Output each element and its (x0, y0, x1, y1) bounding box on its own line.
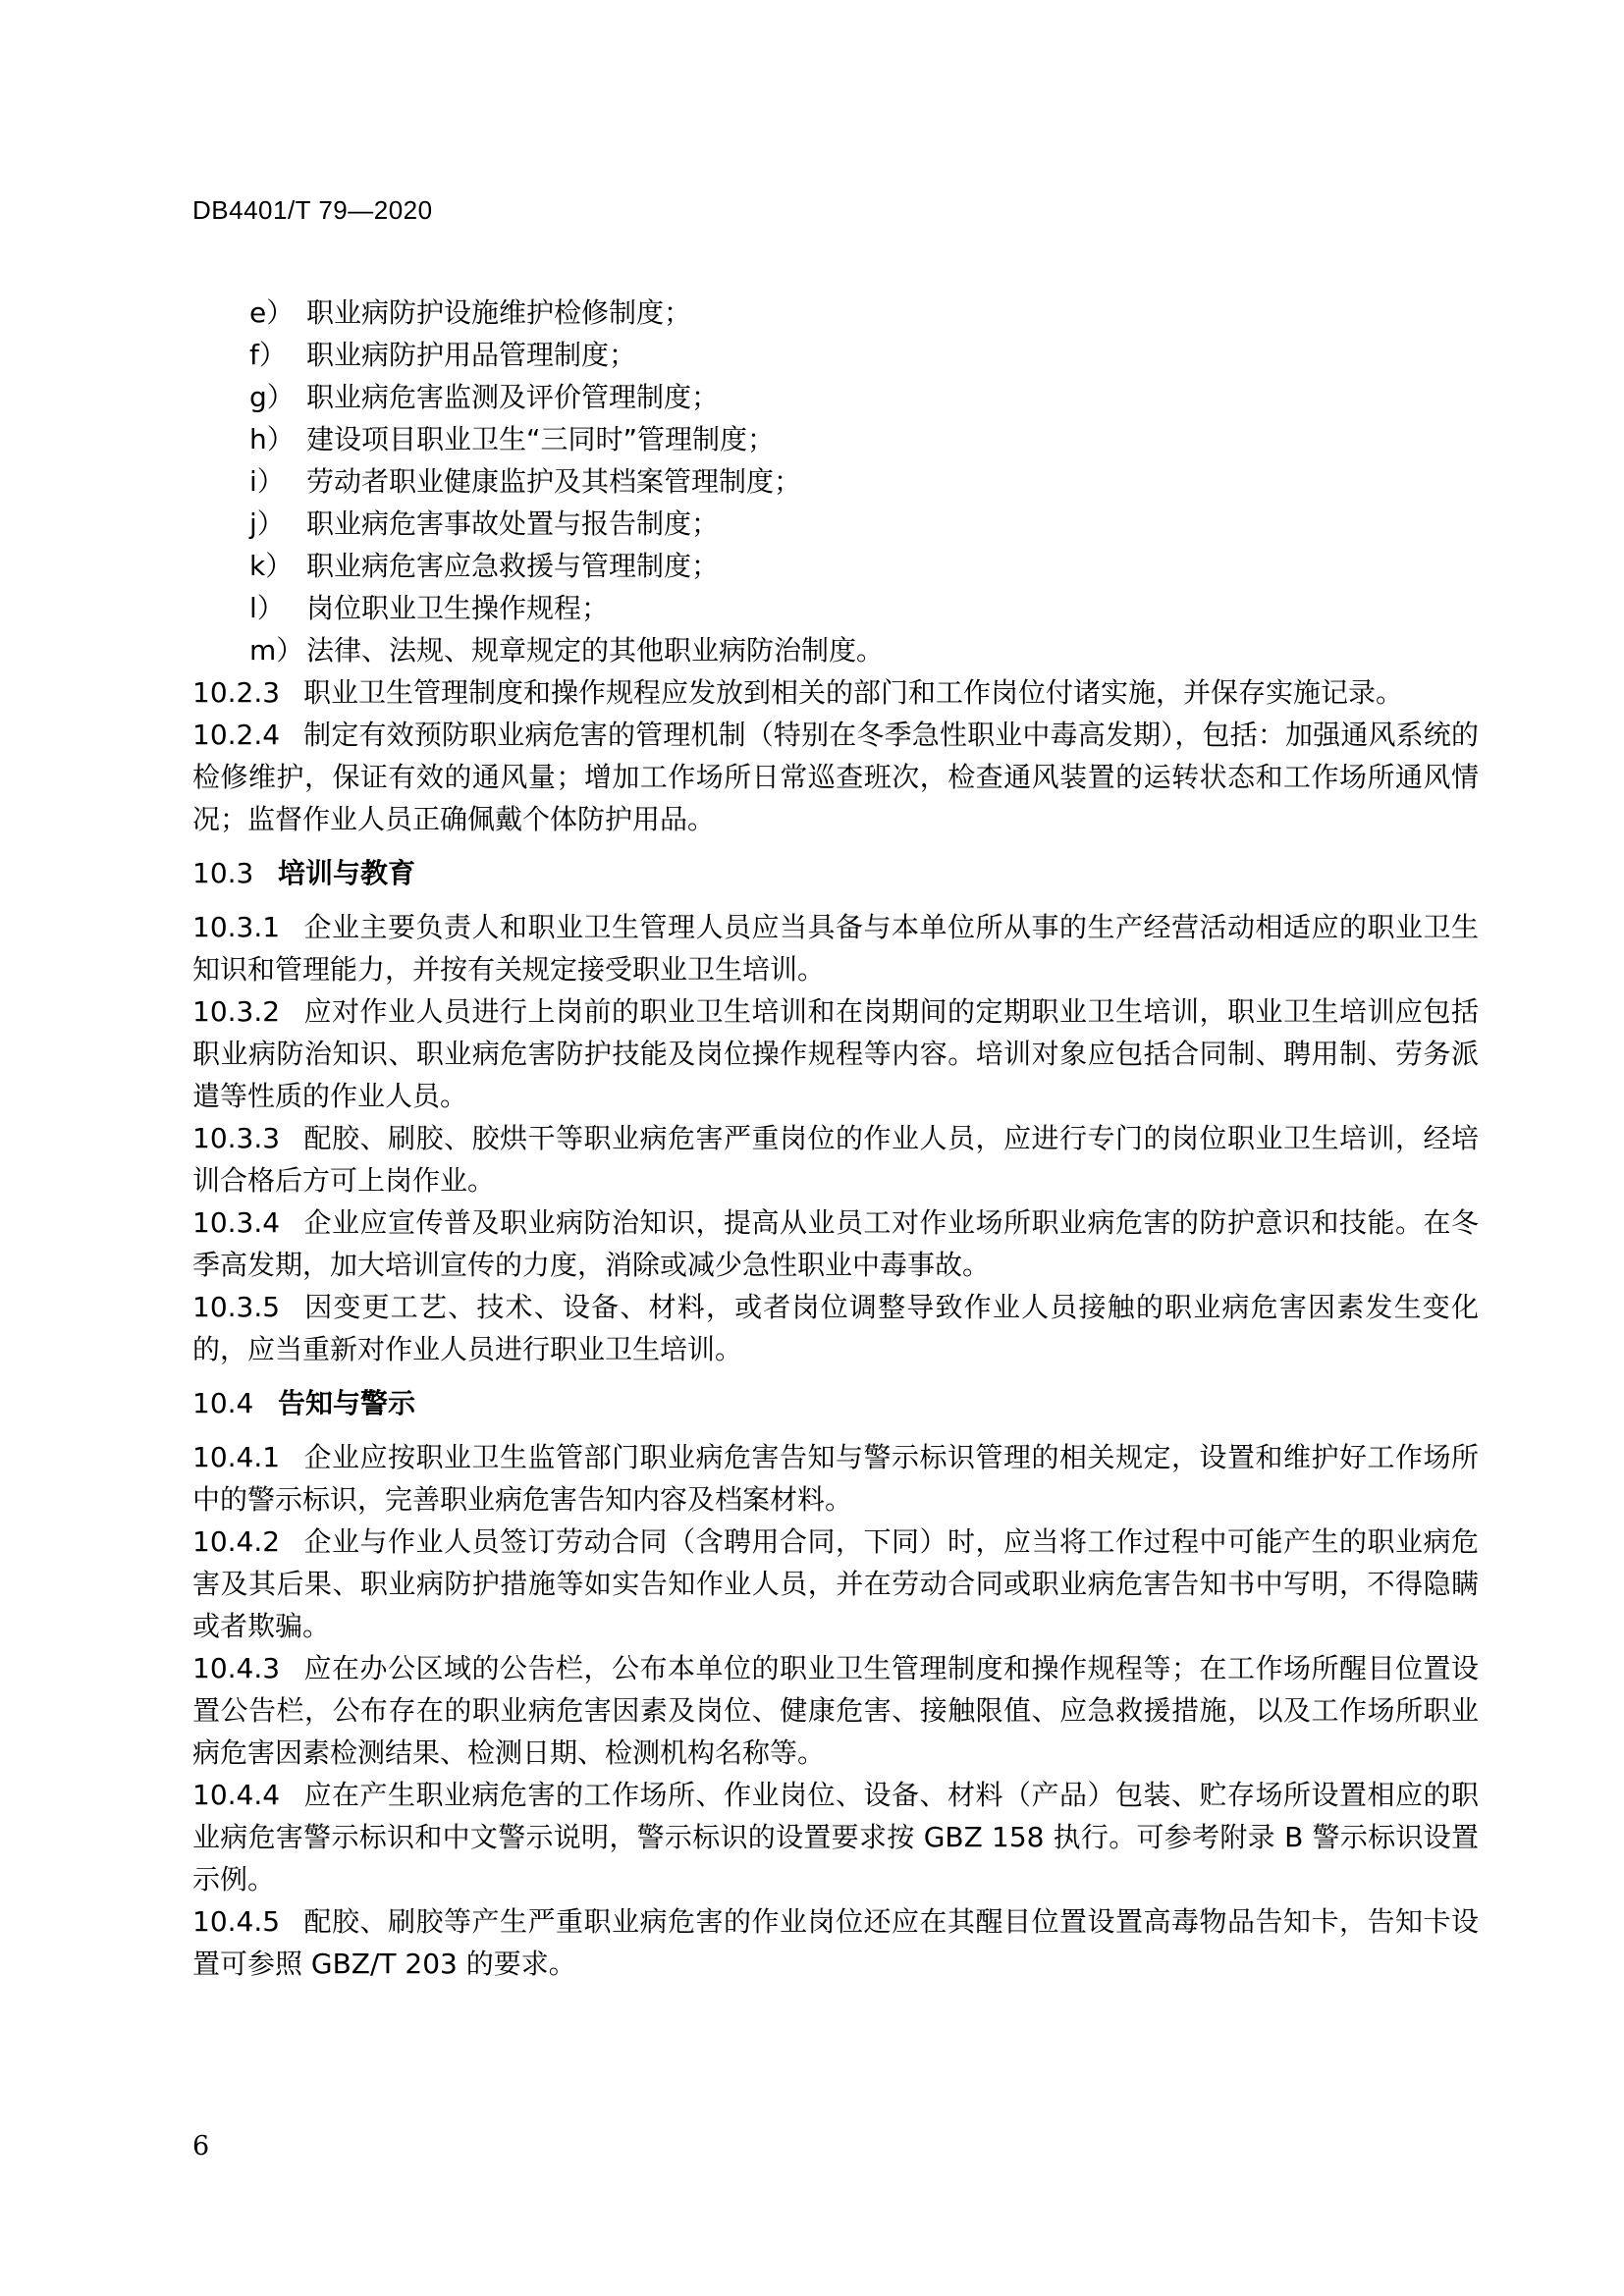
clause-number: 10.4.1 (192, 1441, 281, 1473)
clause-text: 职业卫生管理制度和操作规程应发放到相关的部门和工作岗位付诸实施，并保存实施记录。 (303, 676, 1404, 709)
page-number: 6 (192, 2131, 210, 2162)
regulation-list (192, 292, 1479, 671)
clause-number: 10.3.1 (192, 911, 281, 943)
clause-number: 10.4.4 (192, 1779, 281, 1811)
list-item-text: 劳动者职业健康监护及其档案管理制度； (306, 465, 802, 498)
list-item (192, 503, 1479, 545)
clause-10-4-1 (192, 1436, 1479, 1521)
list-item-text: 职业病危害事故处置与报告制度； (306, 507, 720, 540)
list-item-text: 职业病防护设施维护检修制度； (306, 296, 692, 329)
section-number: 10.4 (192, 1387, 254, 1419)
clause-text: 配胶、刷胶、胶烘干等职业病危害严重岗位的作业人员，应进行专门的岗位职业卫生培训，经培训合格后方可上岗作业。 (192, 1122, 1479, 1197)
list-item-marker: l） (249, 592, 285, 624)
clause-number: 10.3.3 (192, 1122, 281, 1154)
list-item (192, 334, 1479, 376)
clause-number: 10.4.2 (192, 1525, 281, 1558)
list-item-text: 建设项目职业卫生“三同时”管理制度； (306, 423, 776, 455)
list-item (192, 418, 1479, 460)
section-heading-10-4 (192, 1382, 1479, 1424)
clause-text: 因变更工艺、技术、设备、材料，或者岗位调整导致作业人员接触的职业病危害因素发生变化的，应当重新对作业人员进行职业卫生培训。 (192, 1291, 1479, 1365)
clause-10-4-2 (192, 1521, 1479, 1647)
list-item (192, 460, 1479, 503)
list-item-marker: i） (249, 465, 285, 498)
clause-number: 10.3.5 (192, 1291, 281, 1323)
clause-10-3-5 (192, 1286, 1479, 1370)
clause-10-2-3 (192, 671, 1479, 714)
list-item (192, 587, 1479, 629)
list-item-marker: j） (249, 507, 285, 540)
list-item-marker: e） (249, 296, 295, 329)
clause-10-4-5 (192, 1900, 1479, 1985)
clause-text: 企业应按职业卫生监管部门职业病危害告知与警示标识管理的相关规定，设置和维护好工作场所中的警示标识，完善职业病危害告知内容及档案材料。 (192, 1441, 1479, 1516)
list-item-text: 法律、法规、规章规定的其他职业病防治制度。 (306, 634, 885, 667)
clause-10-3-3 (192, 1117, 1479, 1201)
section-number: 10.3 (192, 857, 254, 889)
clause-10-4-4 (192, 1774, 1479, 1900)
clause-10-3-1 (192, 906, 1479, 990)
clause-text: 应在产生职业病危害的工作场所、作业岗位、设备、材料（产品）包装、贮存场所设置相应的职业病危害警示标识和中文警示说明，警示标识的设置要求按 GBZ 158 执行。可参考附录 B 警示标识设置示例。 (192, 1779, 1479, 1896)
clause-number: 10.4.5 (192, 1905, 281, 1938)
clause-text: 配胶、刷胶等产生严重职业病危害的作业岗位还应在其醒目位置设置高毒物品告知卡，告知卡设置可参照 GBZ/T 203 的要求。 (192, 1905, 1479, 1980)
section-heading-10-3 (192, 852, 1479, 894)
list-item (192, 292, 1479, 334)
clause-10-3-4 (192, 1201, 1479, 1286)
clause-text: 企业主要负责人和职业卫生管理人员应当具备与本单位所从事的生产经营活动相适应的职业卫生知识和管理能力，并按有关规定接受职业卫生培训。 (192, 911, 1479, 986)
clause-text: 应在办公区域的公告栏，公布本单位的职业卫生管理制度和操作规程等；在工作场所醒目位置设置公告栏，公布存在的职业病危害因素及岗位、健康危害、接触限值、应急救援措施，以及工作场所职业病危害因素检测结果、检测日期、检测机构名称等。 (192, 1652, 1479, 1769)
clause-number: 10.2.3 (192, 676, 281, 709)
document-code-header: DB4401/T 79—2020 (192, 195, 433, 225)
clause-text: 制定有效预防职业病危害的管理机制（特别在冬季急性职业中毒高发期），包括：加强通风系统的检修维护，保证有效的通风量；增加工作场所日常巡查班次，检查通风装置的运转状态和工作场所通风情况；监督作业人员正确佩戴个体防护用品。 (192, 719, 1479, 835)
list-item-marker: k） (249, 550, 294, 582)
document-body (192, 292, 1479, 1985)
clause-number: 10.4.3 (192, 1652, 281, 1684)
clause-number: 10.2.4 (192, 719, 281, 751)
list-item (192, 629, 1479, 671)
list-item (192, 376, 1479, 418)
list-item-marker: f） (249, 339, 287, 371)
clause-number: 10.3.2 (192, 995, 281, 1028)
list-item-marker: h） (249, 423, 295, 455)
section-title: 告知与警示 (278, 1387, 416, 1419)
list-item-text: 职业病危害应急救援与管理制度； (306, 550, 720, 582)
clause-text: 企业应宣传普及职业病防治知识，提高从业员工对作业场所职业病危害的防护意识和技能。在冬季高发期，加大培训宣传的力度，消除或减少急性职业中毒事故。 (192, 1206, 1479, 1281)
clause-text: 企业与作业人员签订劳动合同（含聘用合同，下同）时，应当将工作过程中可能产生的职业病危害及其后果、职业病防护措施等如实告知作业人员，并在劳动合同或职业病危害告知书中写明，不得隐瞒或者欺骗。 (192, 1525, 1479, 1642)
list-item-marker: g） (249, 381, 295, 413)
clause-10-2-4 (192, 714, 1479, 840)
list-item-text: 岗位职业卫生操作规程； (306, 592, 610, 624)
section-title: 培训与教育 (278, 857, 416, 889)
clause-10-3-2 (192, 990, 1479, 1117)
clause-10-4-3 (192, 1647, 1479, 1774)
clause-number: 10.3.4 (192, 1206, 281, 1239)
list-item-text: 职业病危害监测及评价管理制度； (306, 381, 720, 413)
list-item (192, 545, 1479, 587)
list-item-text: 职业病防护用品管理制度； (306, 339, 637, 371)
list-item-marker: m） (249, 634, 304, 667)
clause-text: 应对作业人员进行上岗前的职业卫生培训和在岗期间的定期职业卫生培训，职业卫生培训应包括职业病防治知识、职业病危害防护技能及岗位操作规程等内容。培训对象应包括合同制、聘用制、劳务派遣等性质的作业人员。 (192, 995, 1479, 1112)
